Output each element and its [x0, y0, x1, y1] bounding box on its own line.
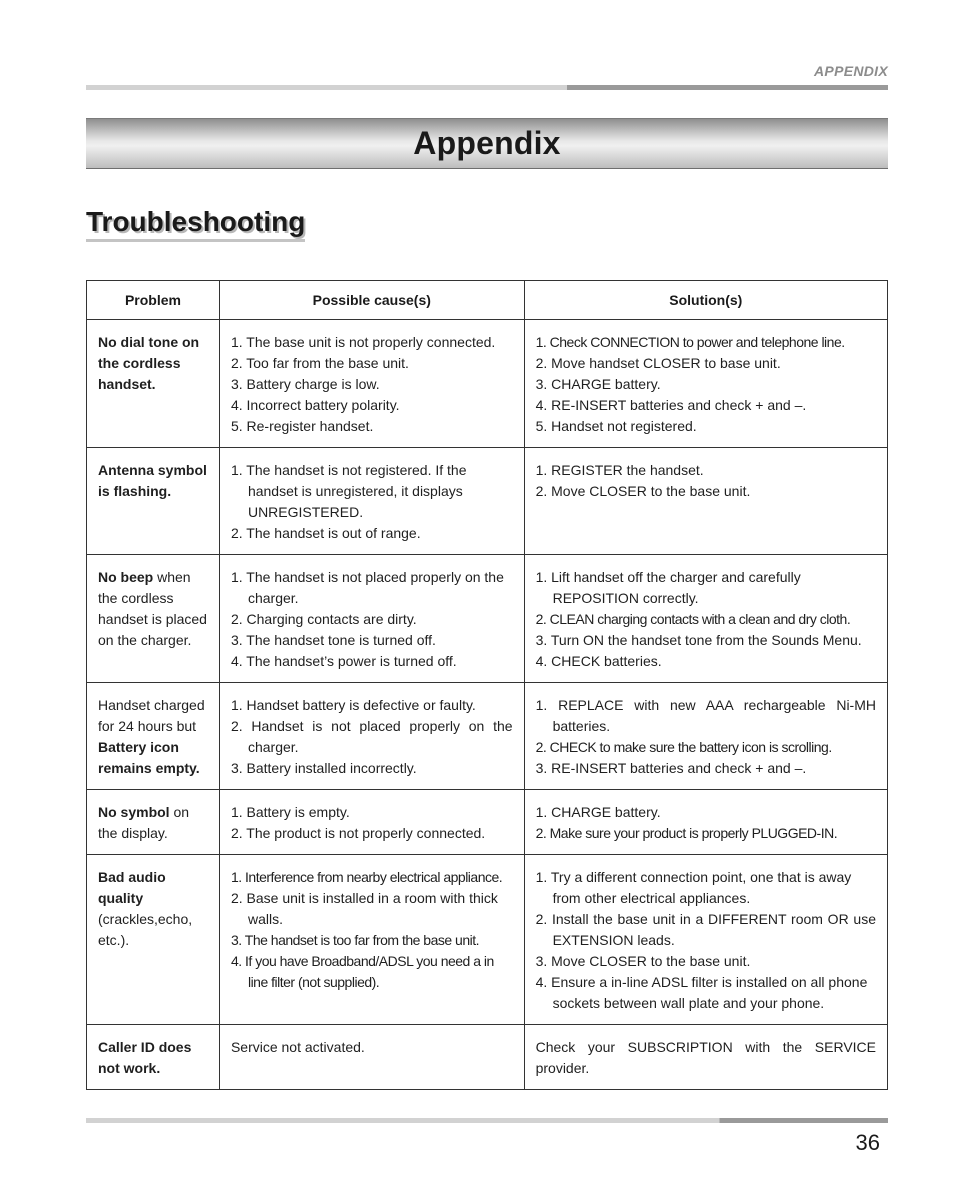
problem-text: No beep	[98, 569, 154, 585]
cause-item: 1. Interference from nearby electrical appliance.	[230, 869, 503, 885]
cause-item: 5. Re-register handset.	[230, 418, 374, 434]
cause-item: 3. Battery installed incorrectly.	[230, 760, 417, 776]
table-row	[87, 683, 888, 790]
solution-item: 1. REPLACE with new AAA rechargeable Ni-MH batteries.	[535, 697, 876, 734]
solution-item: 1. Try a different connection point, one that is away from other electrical appliances.	[535, 869, 852, 906]
header-rule	[86, 85, 888, 90]
problem-cell	[87, 555, 220, 683]
column-header-solution: Solution(s)	[524, 281, 887, 320]
table-row	[87, 1025, 888, 1090]
solution-cell	[524, 790, 887, 855]
solution-item: 2. Install the base unit in a DIFFERENT room OR use EXTENSION leads.	[535, 911, 876, 948]
solution-item: 3. CHARGE battery.	[535, 376, 661, 392]
solution-item: 1. CHARGE battery.	[535, 804, 661, 820]
solution-item: 4. Ensure a in-line ADSL filter is installed on all phone sockets between wall plate and your phone.	[535, 974, 868, 1011]
cause-item: 1. The handset is not registered. If the handset is unregistered, it displays UNREGISTERED.	[230, 462, 467, 520]
table-row	[87, 855, 888, 1025]
solution-cell	[524, 1025, 887, 1090]
solution-item: 3. Move CLOSER to the base unit.	[535, 953, 751, 969]
cause-item: 4. Incorrect battery polarity.	[230, 397, 400, 413]
cause-cell	[219, 1025, 524, 1090]
problem-cell	[87, 1025, 220, 1090]
cause-cell	[219, 555, 524, 683]
solution-item: 2. Make sure your product is properly PLUGGED-IN.	[535, 825, 838, 841]
problem-cell	[87, 320, 220, 448]
cause-item: 1. The handset is not placed properly on the charger.	[230, 569, 504, 606]
solution-item: 2. CHECK to make sure the battery icon is scrolling.	[535, 739, 832, 755]
cause-item: 4. If you have Broadband/ADSL you need a in line filter (not supplied).	[230, 953, 494, 990]
cause-item: 1. The base unit is not properly connected.	[230, 334, 496, 350]
solution-item: 1. REGISTER the handset.	[535, 462, 704, 478]
solution-item: 2. Move CLOSER to the base unit.	[535, 483, 751, 499]
cause-item: 1. Battery is empty.	[230, 804, 350, 820]
cause-cell	[219, 855, 524, 1025]
cause-item: 2. The handset is out of range.	[230, 525, 421, 541]
problem-text: Caller ID does not work.	[98, 1039, 192, 1076]
cause-cell	[219, 448, 524, 555]
cause-item: 1. Handset battery is defective or faulty.	[230, 697, 476, 713]
section-title: Troubleshooting	[86, 205, 305, 242]
cause-item: 3. The handset tone is turned off.	[230, 632, 436, 648]
running-head: APPENDIX	[814, 63, 888, 79]
title-banner	[86, 118, 888, 169]
problem-text: (crackles,echo, etc.).	[98, 911, 193, 948]
cause-item: 2. Charging contacts are dirty.	[230, 611, 417, 627]
table-header-row	[87, 281, 888, 320]
cause-item: 4. The handset’s power is turned off.	[230, 653, 457, 669]
table-row	[87, 320, 888, 448]
solution-item: 1. Lift handset off the charger and carefully REPOSITION correctly.	[535, 569, 801, 606]
problem-text: Handset charged for 24 hours but	[98, 697, 205, 734]
solution-item: 2. CLEAN charging contacts with a clean and dry cloth.	[535, 611, 851, 627]
solution-item: 4. RE-INSERT batteries and check + and –.	[535, 397, 807, 413]
solution-item: 1. Check CONNECTION to power and telephone line.	[535, 334, 845, 350]
problem-text: on the display.	[98, 804, 190, 841]
solution-cell	[524, 320, 887, 448]
cause-item: 2. Too far from the base unit.	[230, 355, 409, 371]
page-number: 36	[855, 1130, 880, 1155]
page-title: Appendix	[413, 125, 561, 161]
solution-cell	[524, 555, 887, 683]
cause-item: 2. Base unit is installed in a room with thick walls.	[230, 890, 498, 927]
problem-text: Antenna symbol is flashing.	[98, 462, 207, 499]
cause-item: 3. The handset is too far from the base unit.	[230, 932, 480, 948]
problem-cell	[87, 448, 220, 555]
cause-cell	[219, 790, 524, 855]
problem-text: No symbol	[98, 804, 170, 820]
troubleshooting-table	[86, 280, 888, 1090]
cause-item: 2. The product is not properly connected.	[230, 825, 486, 841]
table-row	[87, 448, 888, 555]
table-row	[87, 555, 888, 683]
cause-cell	[219, 320, 524, 448]
problem-cell	[87, 790, 220, 855]
solution-item: 4. CHECK batteries.	[535, 653, 662, 669]
problem-text: when the cordless handset is placed on the charger.	[98, 569, 207, 648]
problem-text: No dial tone on the cordless handset.	[98, 334, 200, 392]
cause-cell	[219, 683, 524, 790]
solution-cell	[524, 683, 887, 790]
solution-item: 5. Handset not registered.	[535, 418, 697, 434]
solution-item: 3. RE-INSERT batteries and check + and –.	[535, 760, 807, 776]
cause-item: 2. Handset is not placed properly on the charger.	[230, 718, 513, 755]
column-header-cause: Possible cause(s)	[219, 281, 524, 320]
cause-item: Service not activated.	[230, 1039, 365, 1055]
solution-cell	[524, 448, 887, 555]
table-row	[87, 790, 888, 855]
cause-item: 3. Battery charge is low.	[230, 376, 380, 392]
problem-text: Bad audio quality	[98, 869, 166, 906]
column-header-problem: Problem	[87, 281, 220, 320]
footer-rule	[86, 1118, 888, 1123]
problem-text: Battery icon remains empty.	[98, 739, 200, 776]
problem-cell	[87, 855, 220, 1025]
solution-item: Check your SUBSCRIPTION with the SERVICE provider.	[535, 1039, 876, 1076]
solution-item: 2. Move handset CLOSER to base unit.	[535, 355, 781, 371]
problem-cell	[87, 683, 220, 790]
solution-item: 3. Turn ON the handset tone from the Sounds Menu.	[535, 632, 862, 648]
solution-cell	[524, 855, 887, 1025]
